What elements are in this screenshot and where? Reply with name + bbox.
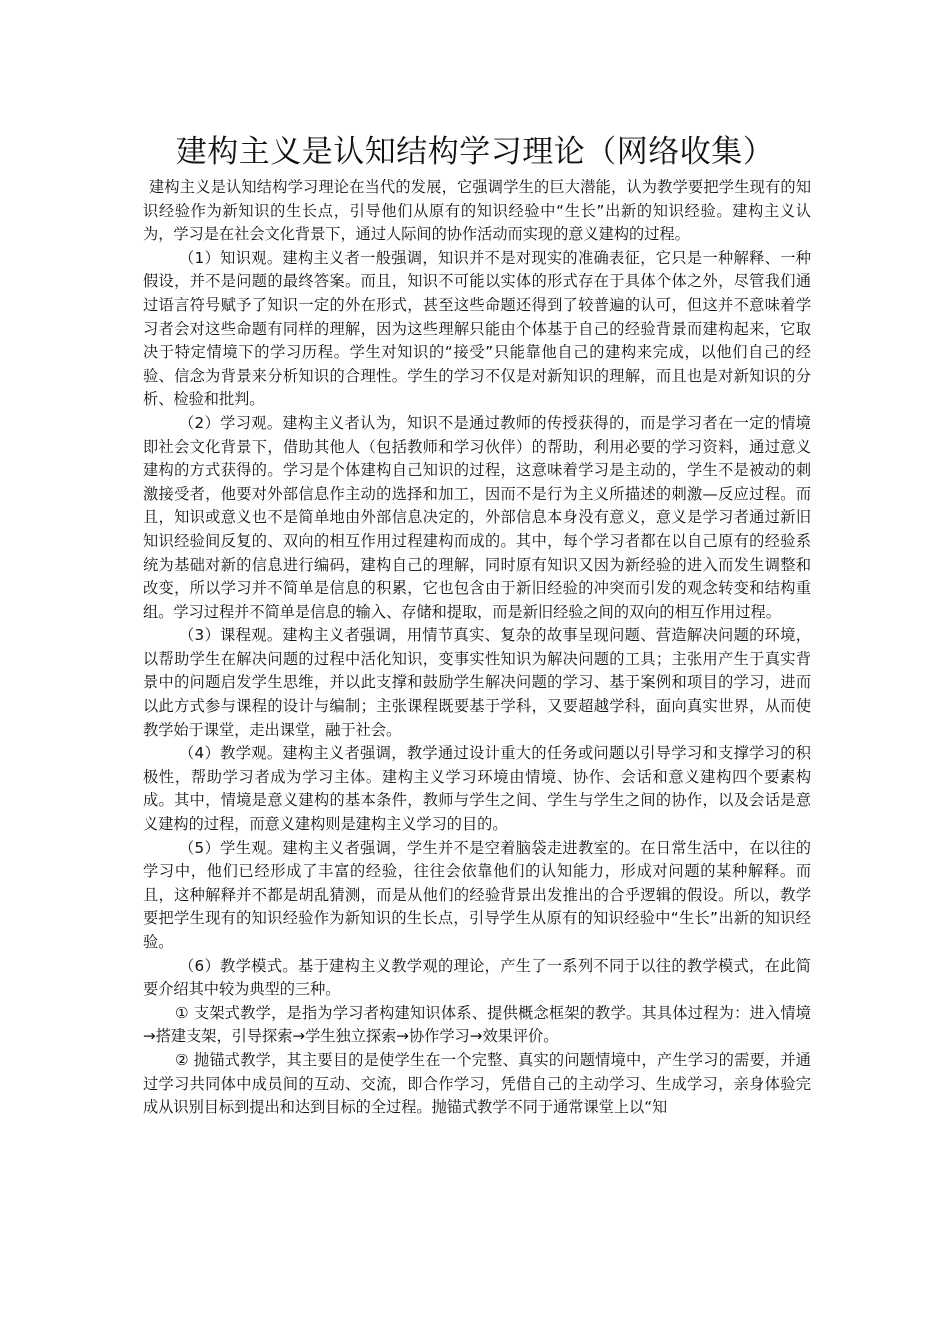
document-body <box>143 176 811 1120</box>
learning-view-paragraph: （2）学习观。建构主义者认为，知识不是通过教师的传授获得的，而是学习者在一定的情境即社会文化背景下，借助其他人（包括教师和学习伙伴）的帮助，利用必要的学习资料，通过意义建构的方式获得的。学习是个体建构自己知识的过程，这意味着学习是主动的，学生不是被动的刺激接受者，他要对外部信息作主动的选择和加工，因而不是行为主义所描述的刺激—反应过程。而且，知识或意义也不是简单地由外部信息决定的，外部信息本身没有意义，意义是学习者通过新旧知识经验间反复的、双向的相互作用过程建构而成的。其中，每个学习者都在以自己原有的经验系统为基础对新的信息进行编码，建构自己的理解，同时原有知识又因为新经验的进入而发生调整和改变，所以学习并不简单是信息的积累，它也包含由于新旧经验的冲突而引发的观念转变和结构重组。学习过程并不简单是信息的输入、存储和提取，而是新旧经验之间的双向的相互作用过程。 <box>143 413 811 621</box>
student-view-paragraph: （5）学生观。建构主义者强调，学生并不是空着脑袋走进教室的。在日常生活中，在以往的学习中，他们已经形成了丰富的经验，往往会依靠他们的认知能力，形成对问题的某种解释。而且，这种解释并不都是胡乱猜测，而是从他们的经验背景出发推出的合乎逻辑的假设。所以，教学要把学生现有的知识经验作为新知识的生长点，引导学生从原有的知识经验中“生长”出新的知识经验。 <box>143 838 811 951</box>
anchored-instruction-paragraph: ② 抛锚式教学，其主要目的是使学生在一个完整、真实的问题情境中，产生学习的需要，并通过学习共同体中成员间的互动、交流，即合作学习，凭借自己的主动学习、生成学习，亲身体验完成从识别目标到提出和达到目标的全过程。抛锚式教学不同于通常课堂上以“知 <box>143 1050 811 1117</box>
knowledge-view-paragraph: （1）知识观。建构主义者一般强调，知识并不是对现实的准确表征，它只是一种解释、一种假设，并不是问题的最终答案。而且，知识不可能以实体的形式存在于具体个体之外，尽管我们通过语言符号赋予了知识一定的外在形式，甚至这些命题还得到了较普遍的认可，但这并不意味着学习者会对这些命题有同样的理解，因为这些理解只能由个体基于自己的经验背景而建构起来，它取决于特定情境下的学习历程。学生对知识的“接受”只能靠他自己的建构来完成，以他们自己的经验、信念为背景来分析知识的合理性。学生的学习不仅是对新知识的理解，而且也是对新知识的分析、检验和批判。 <box>143 248 811 409</box>
teaching-model-paragraph: （6）教学模式。基于建构主义教学观的理论，产生了一系列不同于以往的教学模式，在此简要介绍其中较为典型的三种。 <box>143 956 811 999</box>
scaffolding-paragraph: ① 支架式教学，是指为学习者构建知识体系、提供概念框架的教学。其具体过程为：进入情境→搭建支架，引导探索→学生独立探索→协作学习→效果评价。 <box>143 1003 811 1046</box>
intro-paragraph: 建构主义是认知结构学习理论在当代的发展，它强调学生的巨大潜能，认为教学要把学生现有的知识经验作为新知识的生长点，引导他们从原有的知识经验中“生长”出新的知识经验。建构主义认为，学习是在社会文化背景下，通过人际间的协作活动而实现的意义建构的过程。 <box>143 178 811 244</box>
curriculum-view-paragraph: （3）课程观。建构主义者强调，用情节真实、复杂的故事呈现问题、营造解决问题的环境，以帮助学生在解决问题的过程中活化知识，变事实性知识为解决问题的工具；主张用产生于真实背景中的问题启发学生思维，并以此支撑和鼓励学生解决问题的学习、基于案例和项目的学习，进而以此方式参与课程的设计与编制；主张课程既要基于学科，又要超越学科，面向真实世界，从而使教学始于课堂，走出课堂，融于社会。 <box>143 626 811 739</box>
page-title: 建构主义是认知结构学习理论（网络收集） <box>175 134 775 170</box>
teaching-view-paragraph: （4）教学观。建构主义者强调，教学通过设计重大的任务或问题以引导学习和支撑学习的积极性，帮助学习者成为学习主体。建构主义学习环境由情境、协作、会话和意义建构四个要素构成。其中，情境是意义建构的基本条件，教师与学生之间、学生与学生之间的协作，以及会话是意义建构的过程，而意义建构则是建构主义学习的目的。 <box>143 744 811 834</box>
